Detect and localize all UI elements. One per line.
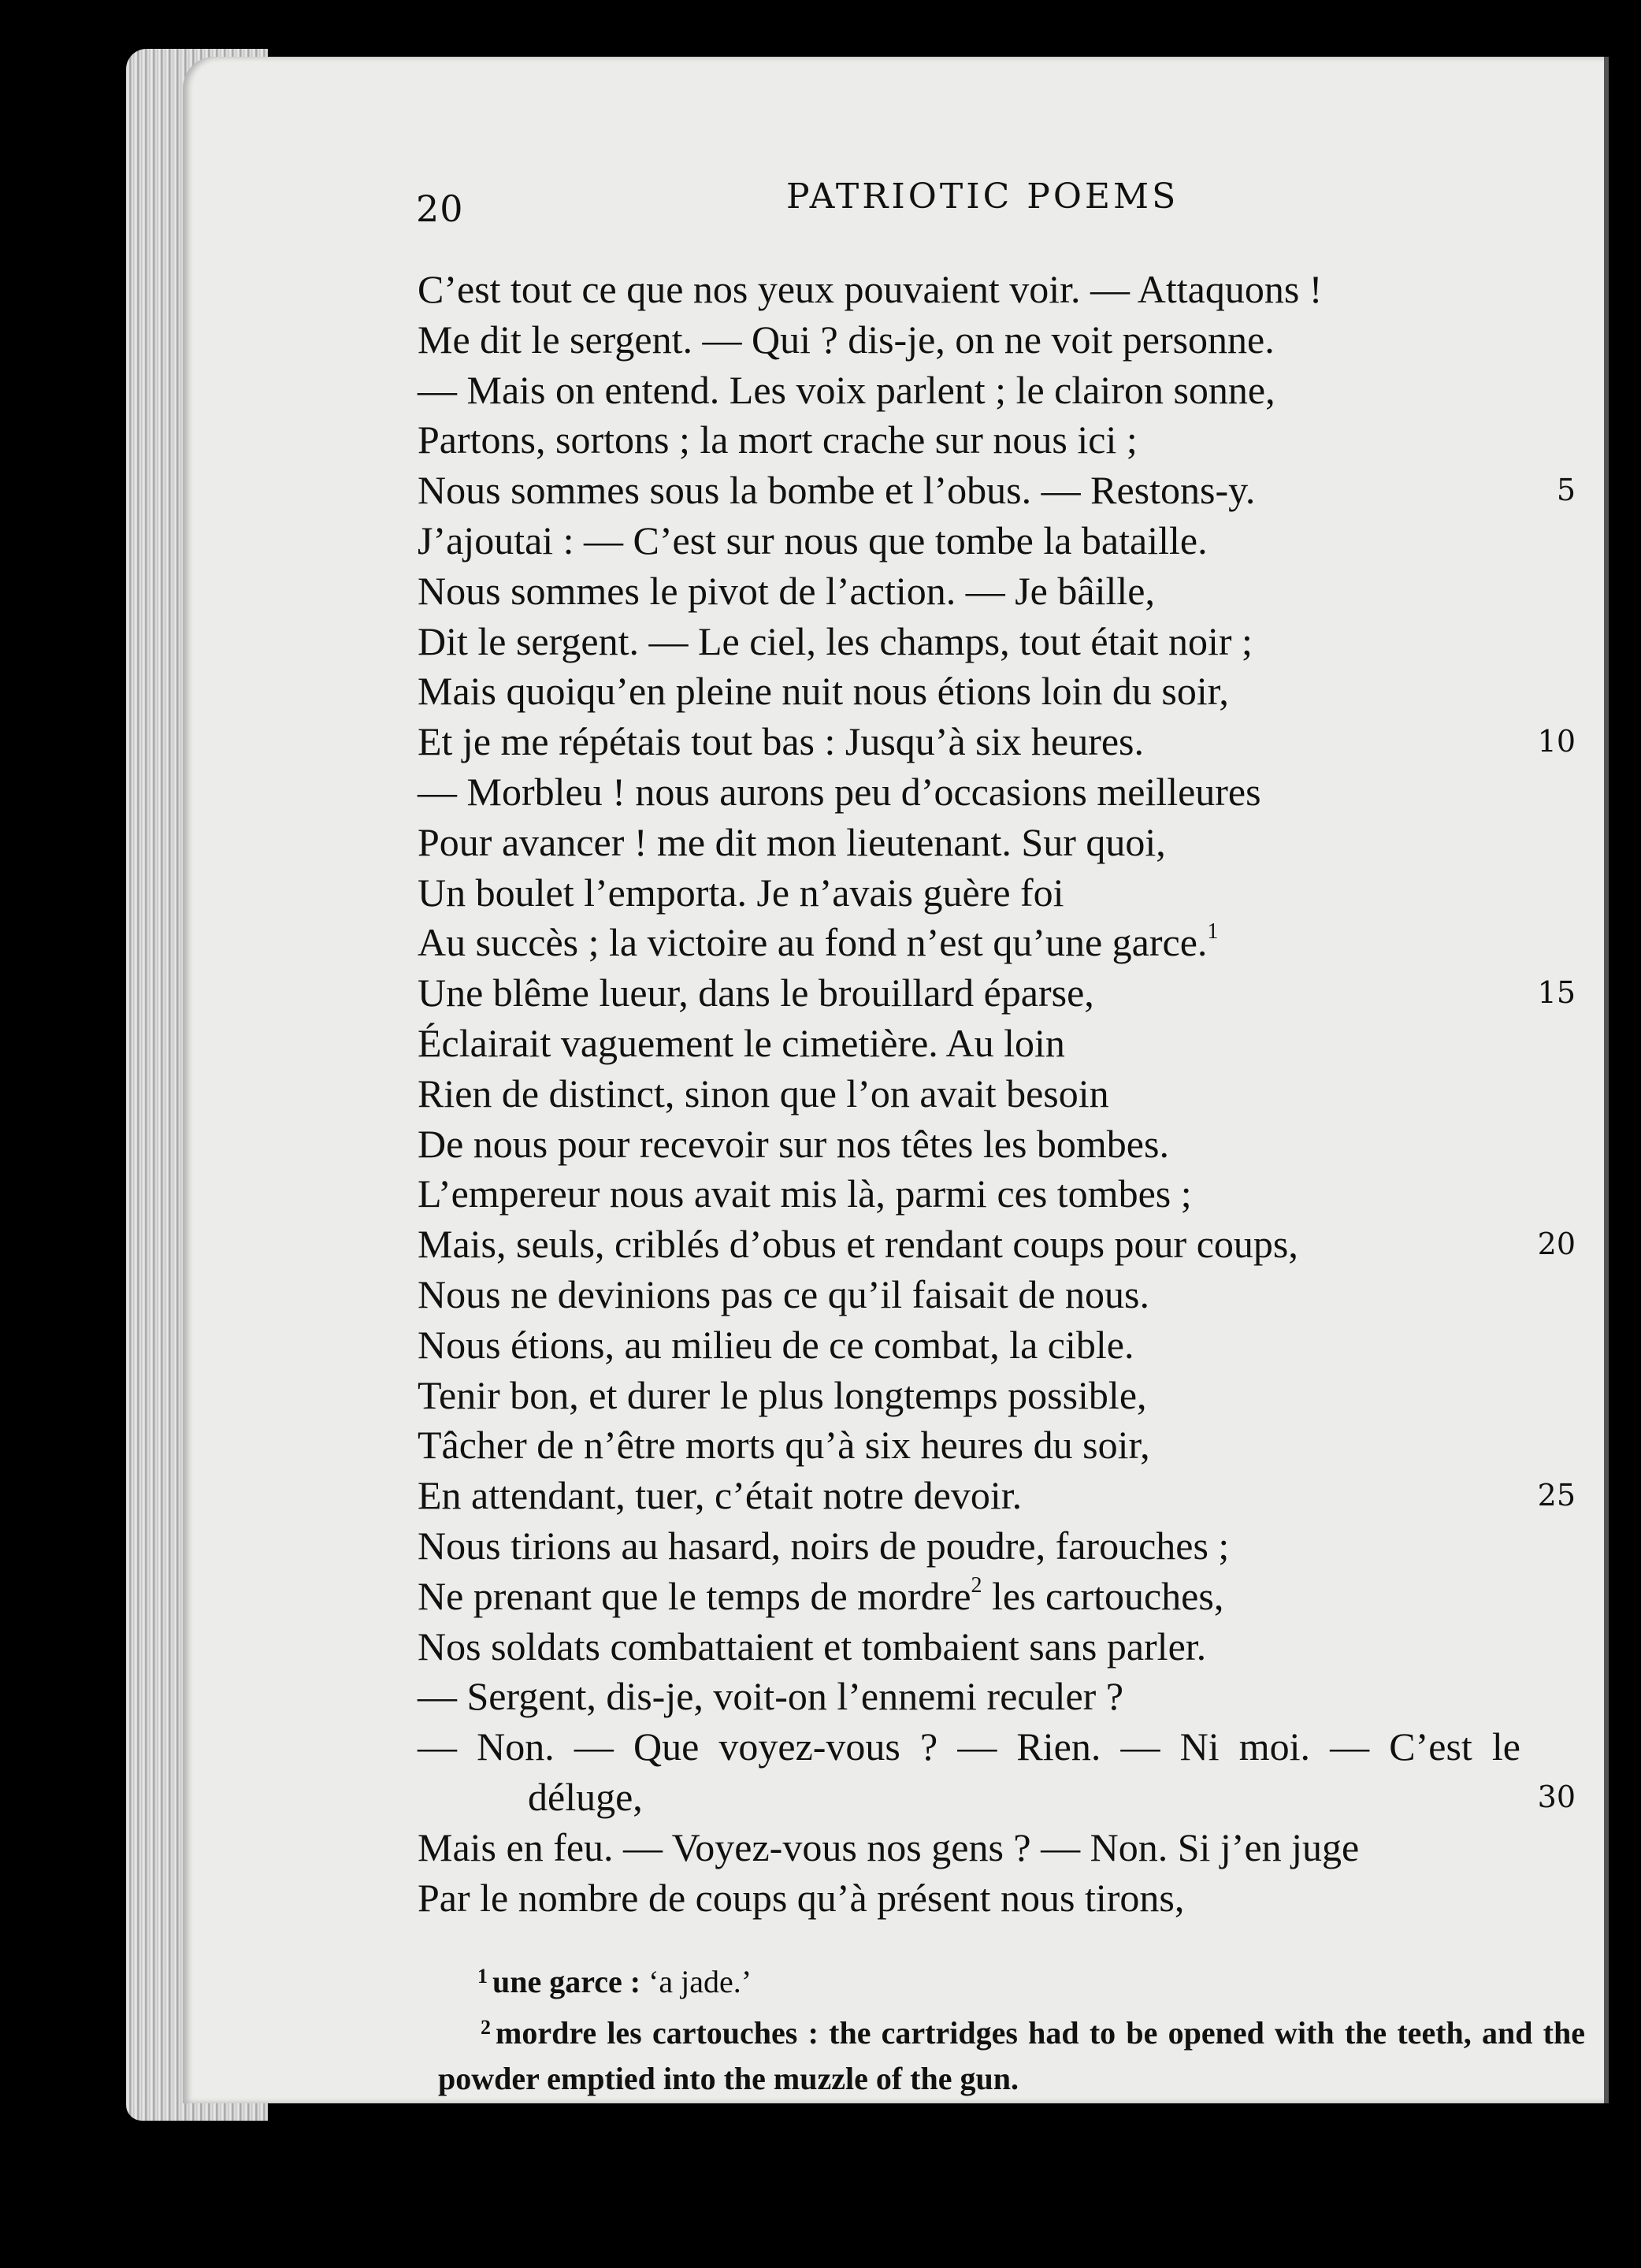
- page-right-edge: [1604, 57, 1609, 2103]
- poem-line-text: [418, 1019, 1065, 1069]
- poem-line-text: [418, 818, 1166, 868]
- poem-line-text: [418, 918, 1218, 968]
- poem-line: [418, 717, 1576, 767]
- footnote-2: [438, 2005, 1585, 2102]
- footnote-mark: 1: [477, 1965, 488, 1988]
- verse-words: Par le nombre de coups qu’à présent nous tirons,: [418, 1875, 1185, 1920]
- poem-line: [418, 868, 1576, 919]
- poem-text: [418, 265, 1576, 1923]
- footnote-gloss: ‘a jade.’: [648, 1964, 752, 1999]
- footnote-term: une garce :: [492, 1964, 641, 1999]
- poem-line-text: [418, 767, 1261, 818]
- verse-words: Me dit le sergent. — Qui ? dis-je, on ne voit personne.: [418, 317, 1275, 362]
- verse-words: Un boulet l’emporta. Je n’avais guère foi: [418, 870, 1064, 915]
- verse-words: Nous sommes sous la bombe et l’obus. — Restons-y.: [418, 468, 1256, 513]
- poem-line: [418, 1270, 1576, 1320]
- poem-line-text: [418, 415, 1138, 466]
- verse-words: déluge,: [528, 1774, 643, 1819]
- verse-words: Rien de distinct, sinon que l’on avait besoin: [418, 1071, 1109, 1115]
- poem-line: [418, 968, 1576, 1019]
- poem-line-text: [418, 1320, 1134, 1371]
- line-number: 25: [1537, 1478, 1576, 1513]
- verse-words: Éclairait vaguement le cimetière. Au loin: [418, 1020, 1065, 1065]
- poem-line: [418, 1772, 1576, 1823]
- footnote-gloss: the cartridges had to be opened with the teeth, and the powder emptied into the muzzle of the gun.: [438, 2015, 1586, 2096]
- footnote-term: mordre les cartouches :: [496, 2015, 819, 2051]
- poem-line: [418, 366, 1576, 416]
- poem-line: [418, 617, 1576, 667]
- poem-line-text: [418, 1672, 1123, 1722]
- poem-line-text: [418, 1873, 1184, 1924]
- footnote-reference: 1: [1207, 919, 1219, 945]
- line-number: 5: [1556, 473, 1576, 508]
- poem-line-text: [418, 1219, 1298, 1270]
- poem-line: [418, 666, 1576, 717]
- poem-line-text: [418, 1772, 643, 1823]
- verse-words: Et je me répétais tout bas : Jusqu’à six heures.: [418, 719, 1144, 764]
- poem-line: [418, 1471, 1576, 1521]
- running-title: PATRIOTIC POEMS: [786, 176, 1179, 217]
- poem-line: [418, 1019, 1576, 1069]
- poem-line-text: [418, 1521, 1229, 1572]
- poem-line: [418, 1572, 1576, 1622]
- verse-words-after: les cartouches,: [982, 1573, 1224, 1618]
- footnote-reference: 2: [971, 1572, 982, 1598]
- poem-line: [418, 1069, 1576, 1119]
- verse-words: — Sergent, dis-je, voit-on l’ennemi reculer ?: [418, 1674, 1124, 1719]
- poem-line-text: [418, 1270, 1149, 1320]
- poem-line-text: [418, 968, 1094, 1019]
- verse-words: Nous sommes le pivot de l’action. — Je bâille,: [418, 568, 1155, 613]
- verse-words: Dit le sergent. — Le ciel, les champs, tout était noir ;: [418, 618, 1253, 663]
- verse-words: Une blême lueur, dans le brouillard éparse,: [418, 971, 1094, 1015]
- poem-line: [418, 1823, 1576, 1873]
- poem-line: [418, 1320, 1576, 1371]
- poem-line: [418, 1722, 1576, 1772]
- poem-line-text: [418, 717, 1144, 767]
- poem-line: [418, 1521, 1576, 1572]
- verse-words: C’est tout ce que nos yeux pouvaient voir. — Attaquons !: [418, 267, 1323, 311]
- line-number: 30: [1537, 1779, 1576, 1814]
- poem-line-text: [418, 617, 1253, 667]
- poem-line: [418, 1371, 1576, 1421]
- poem-line-text: [418, 1069, 1109, 1119]
- verse-words: Pour avancer ! me dit mon lieutenant. Sur quoi,: [418, 819, 1166, 864]
- verse-words: Tâcher de n’être morts qu’à six heures du soir,: [418, 1423, 1150, 1468]
- poem-line: [418, 415, 1576, 466]
- verse-words: Ne prenant que le temps de mordre: [418, 1573, 971, 1618]
- verse-words: Nous ne devinions pas ce qu’il faisait de nous.: [418, 1271, 1149, 1316]
- verse-words: Tenir bon, et durer le plus longtemps possible,: [418, 1372, 1147, 1417]
- poem-line-text: [418, 1371, 1147, 1421]
- verse-words: Partons, sortons ; la mort crache sur nous ici ;: [418, 418, 1138, 462]
- verse-words: Nous étions, au milieu de ce combat, la cible.: [418, 1322, 1134, 1367]
- poem-line-text: [418, 366, 1275, 416]
- poem-line: [418, 1420, 1576, 1471]
- poem-line: [418, 1873, 1576, 1924]
- poem-line: [418, 466, 1576, 516]
- poem-line-text: [418, 1420, 1150, 1471]
- poem-line: [418, 767, 1576, 818]
- poem-line-text: [418, 265, 1322, 315]
- poem-line-text: [418, 1572, 1223, 1622]
- verse-words: Mais en feu. — Voyez-vous nos gens ? — Non. Si j’en juge: [418, 1824, 1360, 1869]
- poem-line-text: [418, 315, 1275, 366]
- poem-line: [418, 516, 1576, 566]
- verse-words: En attendant, tuer, c’était notre devoir.: [418, 1473, 1023, 1518]
- poem-line: [418, 566, 1576, 617]
- verse-words: Mais quoiqu’en pleine nuit nous étions loin du soir,: [418, 669, 1229, 714]
- verse-words: — Mais on entend. Les voix parlent ; le clairon sonne,: [418, 367, 1275, 412]
- verse-words: Nous tirions au hasard, noirs de poudre, farouches ;: [418, 1523, 1230, 1568]
- verse-words: — Non. — Que voyez-vous ? — Rien. — Ni moi. — C’est le: [418, 1724, 1520, 1769]
- poem-line: [418, 1169, 1576, 1219]
- poem-line: [418, 918, 1576, 968]
- poem-line-text: [418, 868, 1064, 919]
- page-number: 20: [416, 187, 464, 230]
- poem-line-text: [418, 1471, 1022, 1521]
- poem-line: [418, 1219, 1576, 1270]
- line-number: 10: [1537, 724, 1576, 759]
- footnote-1: [438, 1954, 1585, 2005]
- verse-words: Au succès ; la victoire au fond n’est qu’une garce.: [418, 920, 1208, 965]
- poem-line-text: [418, 1622, 1206, 1672]
- footnotes: [438, 1954, 1585, 2102]
- poem-line-text: [418, 466, 1255, 516]
- page-header: [416, 176, 1582, 232]
- poem-line: [418, 1119, 1576, 1170]
- verse-words: J’ajoutai : — C’est sur nous que tombe la bataille.: [418, 518, 1208, 562]
- poem-line-text: [418, 1823, 1359, 1873]
- poem-line-text: [418, 1119, 1169, 1170]
- verse-words: De nous pour recevoir sur nos têtes les bombes.: [418, 1121, 1169, 1166]
- poem-line-text: [418, 666, 1229, 717]
- poem-line: [418, 265, 1576, 315]
- poem-line-text: [418, 1169, 1192, 1219]
- footnote-mark: 2: [481, 2016, 491, 2039]
- poem-line-text: [418, 516, 1208, 566]
- line-number: 15: [1537, 975, 1576, 1011]
- line-number: 20: [1537, 1227, 1576, 1262]
- verse-words: L’empereur nous avait mis là, parmi ces tombes ;: [418, 1171, 1192, 1216]
- verse-words: — Morbleu ! nous aurons peu d’occasions meilleures: [418, 769, 1261, 814]
- verse-words: Mais, seuls, criblés d’obus et rendant coups pour coups,: [418, 1222, 1298, 1267]
- poem-line: [418, 818, 1576, 868]
- poem-line-text: [418, 1722, 1520, 1772]
- poem-line: [418, 1672, 1576, 1722]
- poem-line: [418, 1622, 1576, 1672]
- verse-words: Nos soldats combattaient et tombaient sans parler.: [418, 1624, 1207, 1669]
- poem-line-text: [418, 566, 1155, 617]
- poem-line: [418, 315, 1576, 366]
